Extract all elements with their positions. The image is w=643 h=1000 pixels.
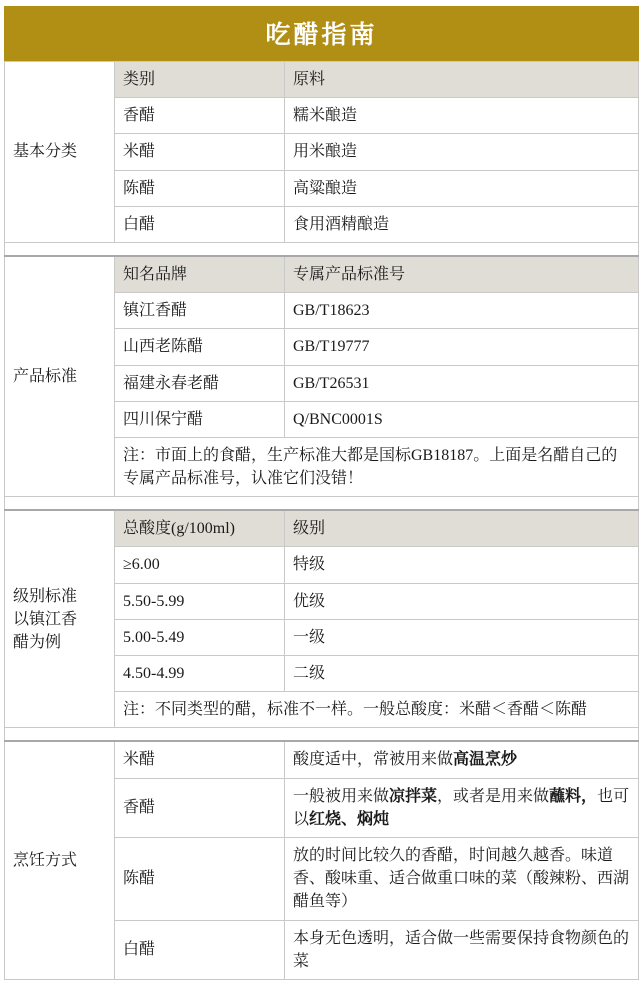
grade-acidity-3: 4.50-4.99: [115, 656, 285, 692]
basic-material-2: 高粱酿造: [285, 170, 639, 206]
grade-label-line1: 级别标准: [13, 587, 78, 605]
grade-note: 注：不同类型的醋，标准不一样。一般总酸度：米醋＜香醋＜陈醋: [115, 692, 639, 728]
cooking-type-2: 陈醋: [115, 837, 285, 920]
page-title: 吃醋指南: [4, 6, 639, 61]
grade-acidity-0: ≥6.00: [115, 547, 285, 583]
cooking-type-3: 白醋: [115, 920, 285, 979]
cooking-desc-1: [285, 778, 639, 837]
standard-code-1: GB/T19777: [285, 329, 639, 365]
table-row: [5, 510, 639, 547]
section-label-basic: 基本分类: [5, 62, 115, 243]
emphasis-text: 高温烹炒: [453, 751, 518, 769]
grade-header-level: 级别: [285, 510, 639, 547]
section-separator: [5, 728, 639, 742]
grade-level-3: 二级: [285, 656, 639, 692]
grade-acidity-1: 5.50-5.99: [115, 583, 285, 619]
cooking-desc-2: [285, 837, 639, 920]
standard-header-brand: 知名品牌: [115, 256, 285, 293]
plain-text: ，或者是用来做: [437, 787, 550, 805]
plain-text: 一般被用来做: [293, 787, 390, 805]
section-separator: [5, 497, 639, 511]
grade-label-line2: 以镇江香: [13, 610, 78, 628]
section-label-standard: 产品标准: [5, 256, 115, 497]
guide-table: [4, 61, 639, 980]
standard-brand-2: 福建永春老醋: [115, 365, 285, 401]
basic-type-0: 香醋: [115, 98, 285, 134]
standard-header-code: 专属产品标准号: [285, 256, 639, 293]
standard-brand-1: 山西老陈醋: [115, 329, 285, 365]
grade-level-1: 优级: [285, 583, 639, 619]
cooking-type-0: 米醋: [115, 741, 285, 778]
basic-material-0: 糯米酿造: [285, 98, 639, 134]
plain-text: 放的时间比较久的香醋，时间越久越香。味道香、酸味重、适合做重口味的菜（酸辣粉、西湖醋鱼等）: [293, 846, 630, 911]
section-label-cooking: 烹饪方式: [5, 741, 115, 979]
plain-text: 也可以: [293, 787, 630, 828]
basic-type-1: 米醋: [115, 134, 285, 170]
standard-brand-3: 四川保宁醋: [115, 401, 285, 437]
grade-level-0: 特级: [285, 547, 639, 583]
emphasis-text: 红烧、焖炖: [309, 810, 390, 828]
table-row: [5, 741, 639, 778]
basic-material-3: 食用酒精酿造: [285, 206, 639, 242]
standard-code-3: Q/BNC0001S: [285, 401, 639, 437]
standard-brand-0: 镇江香醋: [115, 293, 285, 329]
table-row: [5, 256, 639, 293]
emphasis-text: 蘸料，: [549, 787, 598, 805]
basic-header-material: 原料: [285, 62, 639, 98]
standard-code-2: GB/T26531: [285, 365, 639, 401]
grade-header-acidity: 总酸度(g/100ml): [115, 510, 285, 547]
plain-text: 本身无色透明，适合做一些需要保持食物颜色的菜: [293, 929, 630, 970]
cooking-desc-0: [285, 741, 639, 778]
section-label-grade: [5, 510, 115, 728]
basic-header-category: 类别: [115, 62, 285, 98]
grade-label-line3: 醋为例: [13, 633, 62, 651]
basic-material-1: 用米酿造: [285, 134, 639, 170]
section-separator: [5, 242, 639, 256]
basic-type-2: 陈醋: [115, 170, 285, 206]
standard-note: 注：市面上的食醋，生产标准大都是国标GB18187。上面是名醋自己的专属产品标准号，认准它们没错！: [115, 437, 639, 496]
grade-level-2: 一级: [285, 619, 639, 655]
basic-type-3: 白醋: [115, 206, 285, 242]
emphasis-text: 凉拌菜: [389, 787, 438, 805]
cooking-desc-3: [285, 920, 639, 979]
plain-text: 酸度适中，常被用来做: [293, 751, 454, 769]
cooking-type-1: 香醋: [115, 778, 285, 837]
standard-code-0: GB/T18623: [285, 293, 639, 329]
grade-acidity-2: 5.00-5.49: [115, 619, 285, 655]
table-row: [5, 62, 639, 98]
